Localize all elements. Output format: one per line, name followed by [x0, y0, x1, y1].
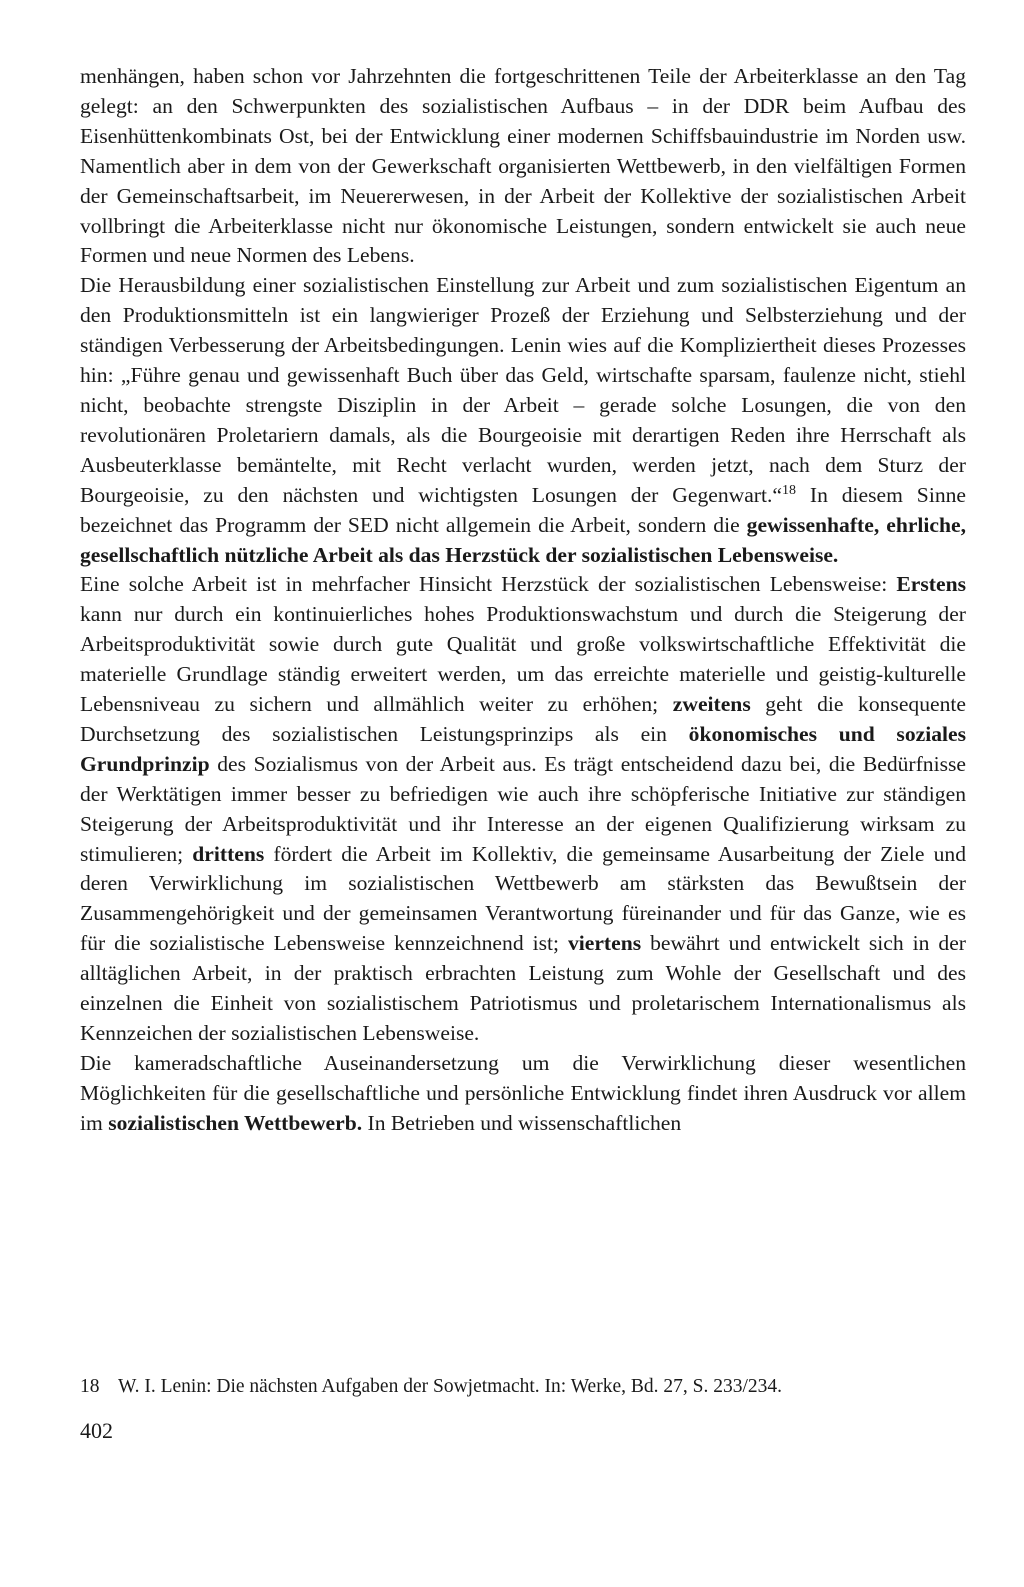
body-text: [80, 62, 966, 1139]
paragraph-3-text-b: kann nur durch ein kontinuierliches hohes Produktionswachstum und durch die Steigerung der Arbeitsproduktivität sowie durch gute Qualität und große volkswirtschaftliche Effektivität die materielle Grundlage ständig erweitert werden, um das erreichte materielle und geistig-kulturelle Lebensniveau zu sichern und allmählich weiter zu erhöhen;: [80, 602, 966, 717]
footnote-ref-18: 18: [781, 482, 796, 498]
footnote-text: W. I. Lenin: Die nächsten Aufgaben der Sowjetmacht. In: Werke, Bd. 27, S. 233/234.: [118, 1376, 783, 1397]
paragraph-3-text-d: des Sozialismus von der Arbeit aus. Es trägt entscheidend dazu bei, die Bedürfnisse der Werktätigen immer besser zu befriedigen wie auch ihre schöpferische Initiative zur ständigen Steigerung der Arbeitsproduktivität und ihr Interesse an der eigenen Qualifizierung wirksam zu stimulieren;: [80, 751, 966, 866]
paragraph-4-text-a: Die kameradschaftliche Auseinandersetzung um die Verwirklichung dieser wesentlichen Möglichkeiten für die gesellschaftliche und persönliche Entwicklung findet ihren Ausdruck vor allem im: [80, 1050, 966, 1135]
paragraph-3-text-e: fördert die Arbeit im Kollektiv, die gemeinsame Ausarbeitung der Ziele und deren Verwirklichung im sozialistischen Wettbewerb am stärksten das Bewußtsein der Zusammengehörigkeit und der gemeinsamen Verantwortung füreinander und für das Ganze, wie es für die sozialistische Lebensweise kennzeichnend ist;: [80, 841, 966, 956]
paragraph-3-text-a: Eine solche Arbeit ist in mehrfacher Hinsicht Herzstück der sozialistischen Lebensweise:: [80, 572, 897, 597]
paragraph-2: [80, 271, 966, 570]
footnote: [80, 1374, 966, 1400]
paragraph-1-text: menhängen, haben schon vor Jahrzehnten die fortgeschrittenen Teile der Arbeiterklasse an den Tag gelegt: an den Schwerpunkten des sozialistischen Aufbaus – in der DDR beim Aufbau des Eisenhüttenkombinats Ost, bei der Entwicklung einer modernen Schiffsbauindustrie im Norden usw. Namentlich aber in dem von der Gewerkschaft organisierten Wettbewerb, in den vielfältigen Formen der Gemeinschaftsarbeit, im Neuererwesen, in der Arbeit der Kollektive der sozialistischen Arbeit vollbringt die Arbeiterklasse nicht nur ökonomische Leistungen, sondern entwickelt sie auch neue Formen und neue Normen des Lebens.: [80, 64, 966, 268]
page-number: 402: [80, 1418, 113, 1443]
emphasis-herzstueck: gewissenhafte, ehrliche, gesellschaftlich nützliche Arbeit als das Herzstück der sozialistischen Lebensweise.: [80, 512, 966, 567]
paragraph-4-text-b: In Betrieben und wissenschaftlichen: [362, 1110, 682, 1135]
paragraph-3-text-c: geht die konsequente Durchsetzung des sozialistischen Leistungsprinzips als ein: [80, 692, 966, 746]
emphasis-wettbewerb: sozialistischen Wettbewerb.: [108, 1110, 363, 1135]
footnote-number: 18: [80, 1376, 100, 1397]
emphasis-viertens: viertens: [567, 931, 642, 956]
paragraph-2-text-cont: In diesem Sinne bezeichnet das Programm der SED nicht allgemein die Arbeit, sondern die: [80, 482, 966, 537]
emphasis-erstens: Erstens: [896, 572, 966, 597]
paragraph-3-text-f: bewährt und entwickelt sich in der alltäglichen Arbeit, in der praktisch erbrachten Leistung zum Wohle der Gesellschaft und des einzelnen die Einheit von sozialistischem Patriotismus und proletarischem Internationalismus als Kennzeichen der sozialistischen Lebensweise.: [80, 931, 966, 1045]
paragraph-4: [80, 1049, 966, 1139]
emphasis-zweitens: zweitens: [672, 692, 751, 717]
emphasis-grundprinzip: ökonomisches und soziales Grundprinzip: [80, 721, 966, 776]
paragraph-2-text: Die Herausbildung einer sozialistischen Einstellung zur Arbeit und zum sozialistischen Eigentum an den Produktionsmitteln ist ein langwieriger Prozeß der Erziehung und Selbsterziehung und der ständigen Verbesserung der Arbeitsbedingungen. Lenin wies auf die Kompliziertheit dieses Prozesses hin: „Führe genau und gewissenhaft Buch über das Geld, wirtschafte sparsam, faulenze nicht, stiehl nicht, beobachte strengste Disziplin in der Arbeit – gerade solche Losungen, die von den revolutionären Proletariern damals, als die Bourgeoisie mit derartigen Reden ihre Herrschaft als Ausbeuterklasse bemäntelte, mit Recht verlacht wurden, werden jetzt, nach dem Sturz der Bourgeoisie, zu den nächsten und wichtigsten Losungen der Gegenwart.“: [80, 273, 966, 507]
paragraph-1: [80, 62, 966, 271]
paragraph-3: [80, 570, 966, 1049]
emphasis-drittens: drittens: [192, 841, 265, 866]
